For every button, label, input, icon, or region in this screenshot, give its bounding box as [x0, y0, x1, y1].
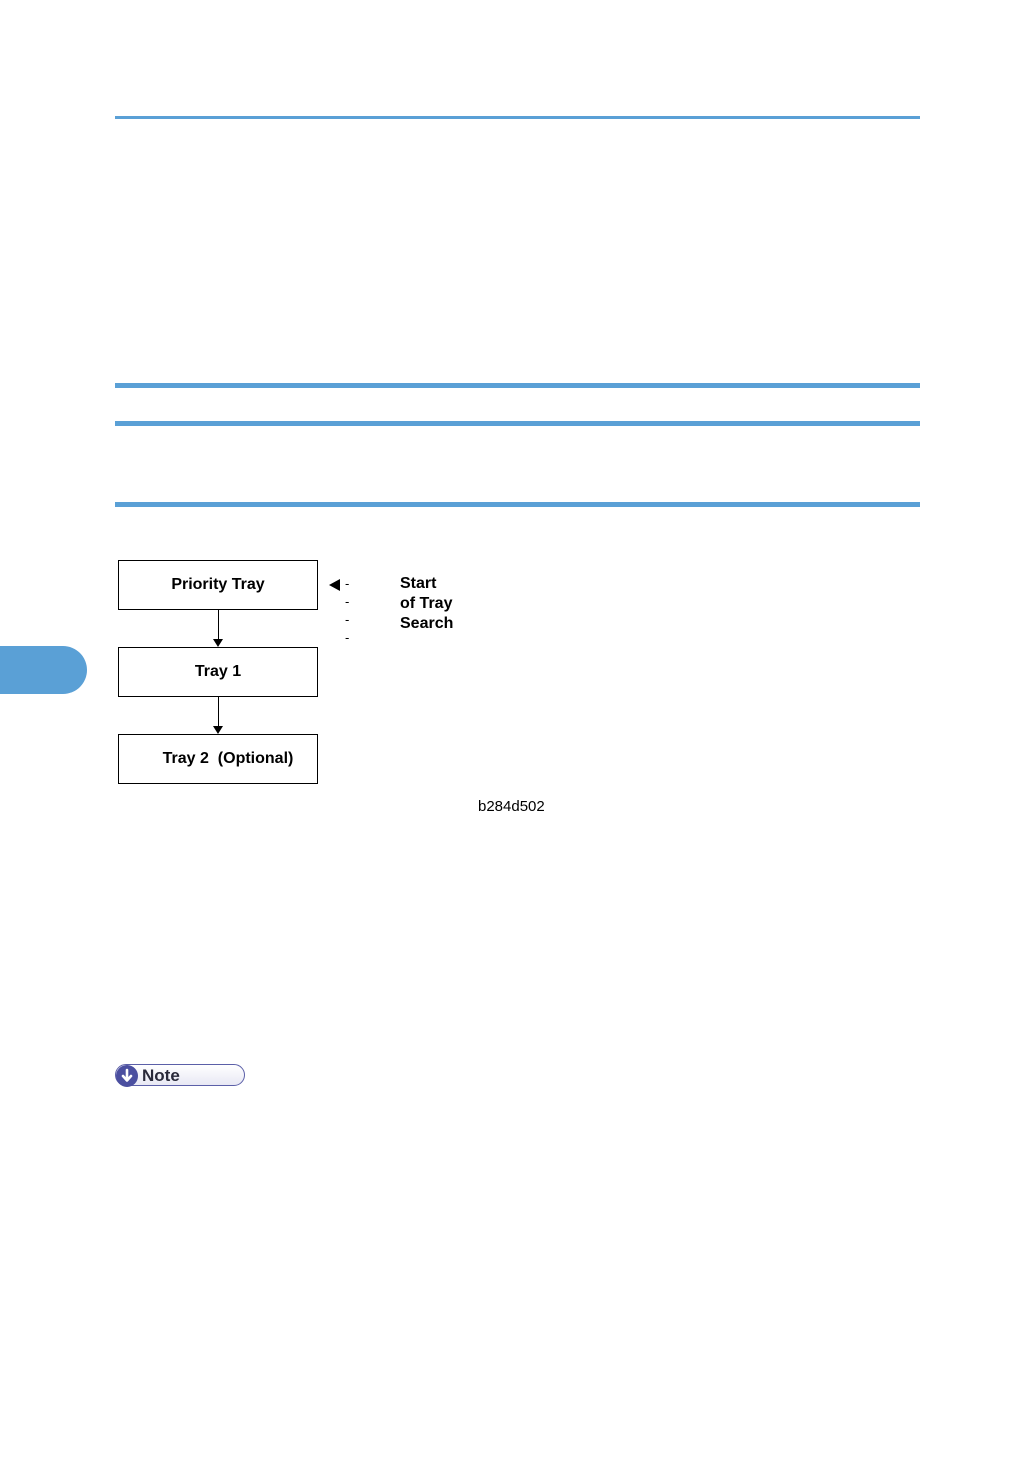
start-of-tray-search-label: Start of Tray Search [400, 575, 454, 632]
dashed-leader: - - - - [345, 576, 352, 645]
tray-1-label: Tray 1 [194, 663, 242, 680]
down-arrow-icon [116, 1065, 138, 1087]
section-rule-middle [115, 421, 920, 426]
chapter-tab [0, 646, 87, 694]
section-rule-top [115, 383, 920, 388]
arrow-down-icon [213, 726, 223, 734]
arrow-down-icon [213, 639, 223, 647]
header-rule [115, 116, 920, 119]
arrow-left-icon [329, 579, 340, 591]
connector-line [218, 610, 219, 640]
figure-code: b284d502 [478, 798, 545, 815]
section-rule-bottom [115, 502, 920, 507]
tray-1-box [118, 647, 318, 697]
connector-line [218, 697, 219, 727]
tray-2-box [118, 734, 318, 784]
priority-tray-box [118, 560, 318, 610]
tray-2-label: Tray 2 (Optional) [162, 750, 294, 767]
note-label: Note [142, 1066, 180, 1085]
priority-tray-label: Priority Tray [171, 576, 265, 593]
